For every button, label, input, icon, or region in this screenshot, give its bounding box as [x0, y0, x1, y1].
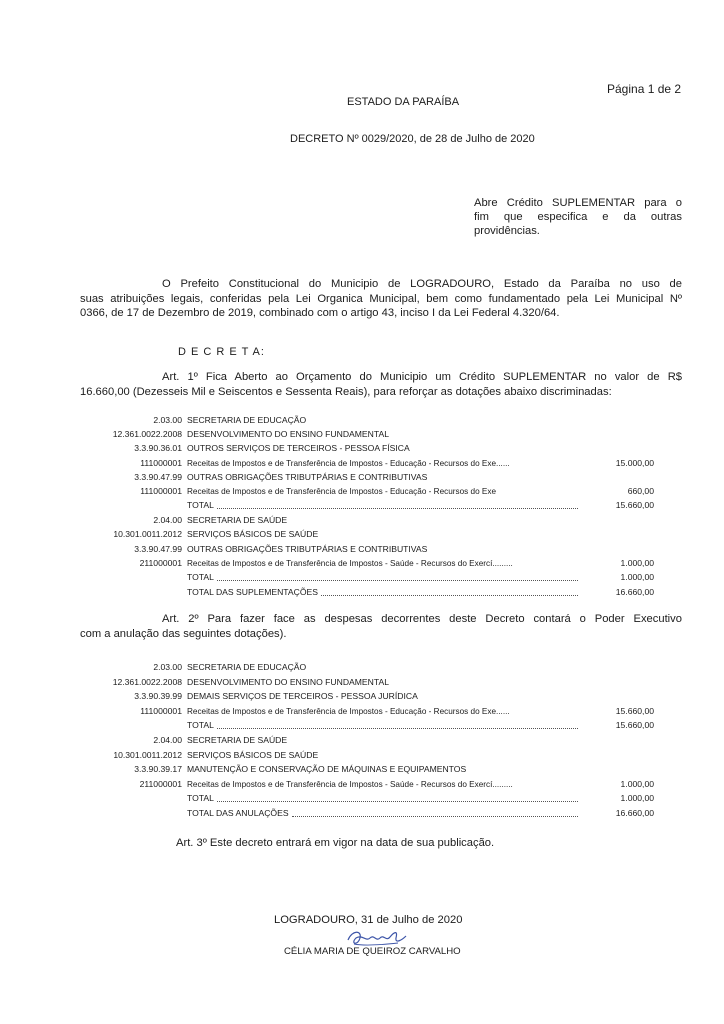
row-description: TOTAL: [187, 572, 214, 582]
row-description: SECRETARIA DE EDUCAÇÃO: [187, 415, 307, 425]
row-description: TOTAL DAS ANULAÇÕES: [187, 808, 289, 818]
budget-code: 111000001: [140, 486, 182, 496]
row-description: Receitas de Impostos e de Transferência de Impostos - Educação - Recursos do Exe......: [187, 458, 510, 468]
row-description: Receitas de Impostos e de Transferência de Impostos - Saúde - Recursos do Exercí.........: [187, 779, 513, 789]
table-row: [80, 749, 660, 762]
preamble-line-3: 0366, de 17 de Dezembro de 2019, combinado com o artigo 43, inciso I da Lei Federal 4.320/64.: [80, 307, 560, 319]
budget-code: 10.301.0011.2012: [113, 749, 182, 760]
row-description: SERVIÇOS BÁSICOS DE SAÚDE: [187, 749, 319, 760]
row-amount: 1.000,00: [620, 557, 654, 568]
table-row: [80, 807, 660, 820]
table-row: [80, 528, 660, 541]
preamble-line-1: O Prefeito Constitucional do Municipio de LOGRADOURO, Estado da Paraíba no uso de: [162, 278, 682, 290]
article-3: Art. 3º Este decreto entrará em vigor na data de sua publicação.: [176, 837, 495, 849]
budget-code: 3.3.90.36.01: [134, 443, 182, 454]
row-description: TOTAL: [187, 500, 214, 511]
row-description: TOTAL: [187, 793, 214, 804]
budget-code: 2.04.00: [153, 515, 182, 526]
row-description: OUTRAS OBRIGAÇÕES TRIBUTPÁRIAS E CONTRIBUTIVAS: [187, 471, 428, 482]
budget-code: 3.3.90.39.99: [134, 691, 182, 702]
row-description: MANUTENÇÃO E CONSERVAÇÃO DE MÁQUINAS E EQUIPAMENTOS: [187, 764, 467, 775]
table-row: [80, 457, 660, 470]
preamble: [80, 277, 682, 321]
summary-line-2: fim que especifica e da outras: [474, 211, 682, 223]
row-description: Receitas de Impostos e de Transferência de Impostos - Saúde - Recursos do Exercí.........: [187, 558, 513, 568]
budget-code: 2.03.00: [153, 662, 182, 672]
budget-code: 10.301.0011.2012: [113, 529, 182, 540]
article-1-line-1: Art. 1º Fica Aberto ao Orçamento do Municipio um Crédito SUPLEMENTAR no valor de R$: [162, 371, 682, 383]
page-number: Página 1 de 2: [607, 82, 682, 96]
budget-code: 12.361.0022.2008: [112, 429, 182, 440]
row-description: TOTAL DAS SUPLEMENTAÇÕES: [187, 587, 319, 597]
article-2-line-2: com a anulação das seguintes dotações).: [80, 627, 287, 640]
table-row: [80, 471, 660, 484]
dotted-leader: [217, 508, 578, 509]
dotted-leader: [217, 801, 578, 802]
row-description: OUTROS SERVIÇOS DE TERCEIROS - PESSOA FÍSICA: [187, 443, 410, 454]
article-1: [80, 370, 682, 399]
state-heading: ESTADO DA PARAÍBA: [347, 96, 460, 108]
row-amount: 15.660,00: [615, 500, 654, 511]
row-description: SERVIÇOS BÁSICOS DE SAÚDE: [187, 529, 319, 540]
decreta-heading: D E C R E T A:: [178, 346, 265, 358]
dotted-leader: [217, 728, 578, 729]
row-description: DEMAIS SERVIÇOS DE TERCEIROS - PESSOA JURÍDICA: [187, 691, 418, 702]
row-description: DESENVOLVIMENTO DO ENSINO FUNDAMENTAL: [187, 676, 389, 687]
table-row: [80, 734, 660, 747]
table-row: [80, 543, 660, 556]
table-row: [80, 792, 660, 805]
table-row: [80, 661, 660, 674]
row-amount: 660,00: [627, 486, 654, 496]
budget-code: 12.361.0022.2008: [112, 676, 182, 687]
row-amount: 15.660,00: [615, 720, 654, 731]
row-description: Receitas de Impostos e de Transferência de Impostos - Educação - Recursos do Exe: [187, 487, 497, 496]
budget-code: 2.04.00: [153, 735, 182, 745]
place-date: LOGRADOURO, 31 de Julho de 2020: [274, 914, 463, 926]
table-row: [80, 705, 660, 718]
budget-code: 3.3.90.39.17: [134, 764, 182, 775]
row-amount: 1.000,00: [620, 572, 654, 582]
summary-line-3: providências.: [474, 225, 540, 237]
signatory-name: CÉLIA MARIA DE QUEIROZ CARVALHO: [284, 946, 461, 957]
row-amount: 1.000,00: [620, 793, 654, 804]
table-row: [80, 414, 660, 427]
table-row: [80, 586, 660, 599]
row-description: DESENVOLVIMENTO DO ENSINO FUNDAMENTAL: [187, 429, 389, 440]
preamble-line-2: suas atribuições legais, conferidas pela Lei Organica Municipal, bem como fundamentado pela Lei Municipal Nº: [80, 292, 682, 305]
table-row: [80, 676, 660, 689]
budget-code: 3.3.90.47.99: [134, 543, 182, 554]
row-amount: 1.000,00: [620, 778, 654, 789]
row-amount: 16.660,00: [615, 587, 654, 597]
row-description: SECRETARIA DE SAÚDE: [187, 515, 288, 526]
table-row: [80, 719, 660, 732]
budget-code: 111000001: [140, 705, 182, 716]
table-row: [80, 514, 660, 527]
budget-code: 2.03.00: [153, 415, 182, 425]
dotted-leader: [292, 816, 578, 817]
row-description: OUTRAS OBRIGAÇÕES TRIBUTPÁRIAS E CONTRIBUTIVAS: [187, 543, 428, 554]
row-amount: 15.000,00: [615, 457, 654, 468]
article-1-line-2: 16.660,00 (Dezesseis Mil e Seiscentos e Sessenta Reais), para reforçar as dotações abaixo discriminadas:: [80, 385, 612, 398]
table-row: [80, 763, 660, 776]
table-row: [80, 557, 660, 570]
table-row: [80, 690, 660, 703]
table-row: [80, 499, 660, 512]
table-row: [80, 485, 660, 498]
budget-code: 211000001: [139, 778, 182, 789]
dotted-leader: [321, 595, 578, 596]
decree-summary: [474, 196, 682, 238]
row-description: SECRETARIA DE SAÚDE: [187, 735, 288, 745]
budget-code: 3.3.90.47.99: [134, 471, 182, 482]
dotted-leader: [217, 580, 578, 581]
table-row: [80, 442, 660, 455]
row-amount: 15.660,00: [615, 705, 654, 716]
row-description: SECRETARIA DE EDUCAÇÃO: [187, 662, 307, 672]
row-description: Receitas de Impostos e de Transferência de Impostos - Educação - Recursos do Exe......: [187, 706, 510, 716]
decree-title: DECRETO Nº 0029/2020, de 28 de Julho de 2020: [290, 133, 535, 145]
budget-code: 111000001: [140, 457, 182, 468]
article-2: [80, 612, 682, 641]
table-row: [80, 428, 660, 441]
row-amount: 16.660,00: [615, 808, 654, 818]
summary-line-1: Abre Crédito SUPLEMENTAR para o: [474, 197, 682, 209]
table-row: [80, 778, 660, 791]
row-description: TOTAL: [187, 720, 214, 731]
article-2-line-1: Art. 2º Para fazer face as despesas decorrentes deste Decreto contará o Poder Executivo: [162, 613, 682, 625]
table-row: [80, 571, 660, 584]
budget-code: 211000001: [139, 557, 182, 568]
